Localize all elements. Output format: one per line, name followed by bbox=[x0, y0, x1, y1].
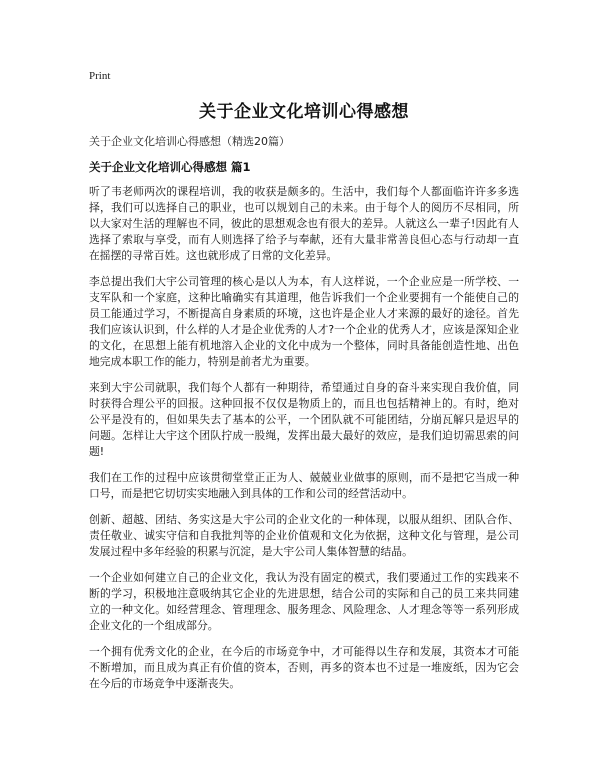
document-subtitle: 关于企业文化培训心得感想（精选20篇） bbox=[89, 135, 290, 148]
paragraph-7: 一个拥有优秀文化的企业，在今后的市场竞争中，才可能得以生存和发展，其资本才可能不断增加，而且成为真正有价值的资本，否则，再多的资本也不过是一堆废纸，因为它会在今后的市场竞争中逐渐丧失。 bbox=[89, 645, 519, 690]
paragraph-5: 创新、超越、团结、务实这是大宇公司的企业文化的一种体现，以服从组织、团队合作、责任敬业、诚实守信和自我批判等的企业价值观和文化为依据，这种文化与管理，是公司发展过程中多年经验的积累与沉淀，是大宇公司人集体智慧的结晶。 bbox=[89, 513, 519, 558]
print-label[interactable]: Print bbox=[89, 70, 111, 82]
document-body bbox=[89, 184, 519, 702]
section-heading: 关于企业文化培训心得感想 篇1 bbox=[89, 160, 251, 174]
page-title: 关于企业文化培训心得感想 bbox=[199, 102, 409, 122]
paragraph-6: 一个企业如何建立自己的企业文化，我认为没有固定的模式，我们要通过工作的实践来不断的学习，积极地注意吸纳其它企业的先进思想，结合公司的实际和自己的员工来共同建立的一种文化。如经营理念、管理理念、服务理念、风险理念、人才理念等等一系列形成企业文化的一个组成部分。 bbox=[89, 571, 519, 632]
paragraph-2: 李总提出我们大宇公司管理的核心是以人为本，有人这样说，一个企业应是一所学校、一支军队和一个家庭，这种比喻确实有其道理，他告诉我们一个企业要拥有一个能使自己的员工能通过学习，不断提高自身素质的环境，这也许是企业人才来源的最好的途径。首先我们应该认识到，什么样的人才是企业优秀的人才?一个企业的优秀人才，应该是深知企业的文化，在思想上能有机地溶入企业的文化中成为一个整体，同时具备能创造性地、出色地完成本职工作的能力，特别是前者尤为重要。 bbox=[89, 275, 519, 368]
paragraph-1: 听了韦老师两次的课程培训，我的收获是颇多的。生活中，我们每个人都面临许许多多选择，我们可以选择自己的职业，也可以规划自己的未来。由于每个人的阅历不尽相同，所以大家对生活的理解也不同，彼此的思想观念也有很大的差异。人就这么一辈子!因此有人选择了索取与享受，而有人则选择了给予与奉献，还有大量非常善良但心态与行动却一直在摇摆的寻常百姓。这也就形成了日常的文化差异。 bbox=[89, 185, 519, 262]
paragraph-3: 来到大宇公司就职，我们每个人都有一种期待，希望通过自身的奋斗来实现自我价值，同时获得合理公平的回报。这种回报不仅仅是物质上的，而且也包括精神上的。有时，绝对公平是没有的，但如果失去了基本的公平，一个团队就不可能团结，分崩瓦解只是迟早的问题。怎样让大宇这个团队拧成一股绳，发挥出最大最好的效应，是我们迫切需思索的问题! bbox=[89, 381, 519, 458]
paragraph-4: 我们在工作的过程中应该贯彻堂堂正正为人、兢兢业业做事的原则，而不是把它当成一种口号，而是把它切切实实地融入到具体的工作和公司的经营活动中。 bbox=[89, 471, 519, 500]
